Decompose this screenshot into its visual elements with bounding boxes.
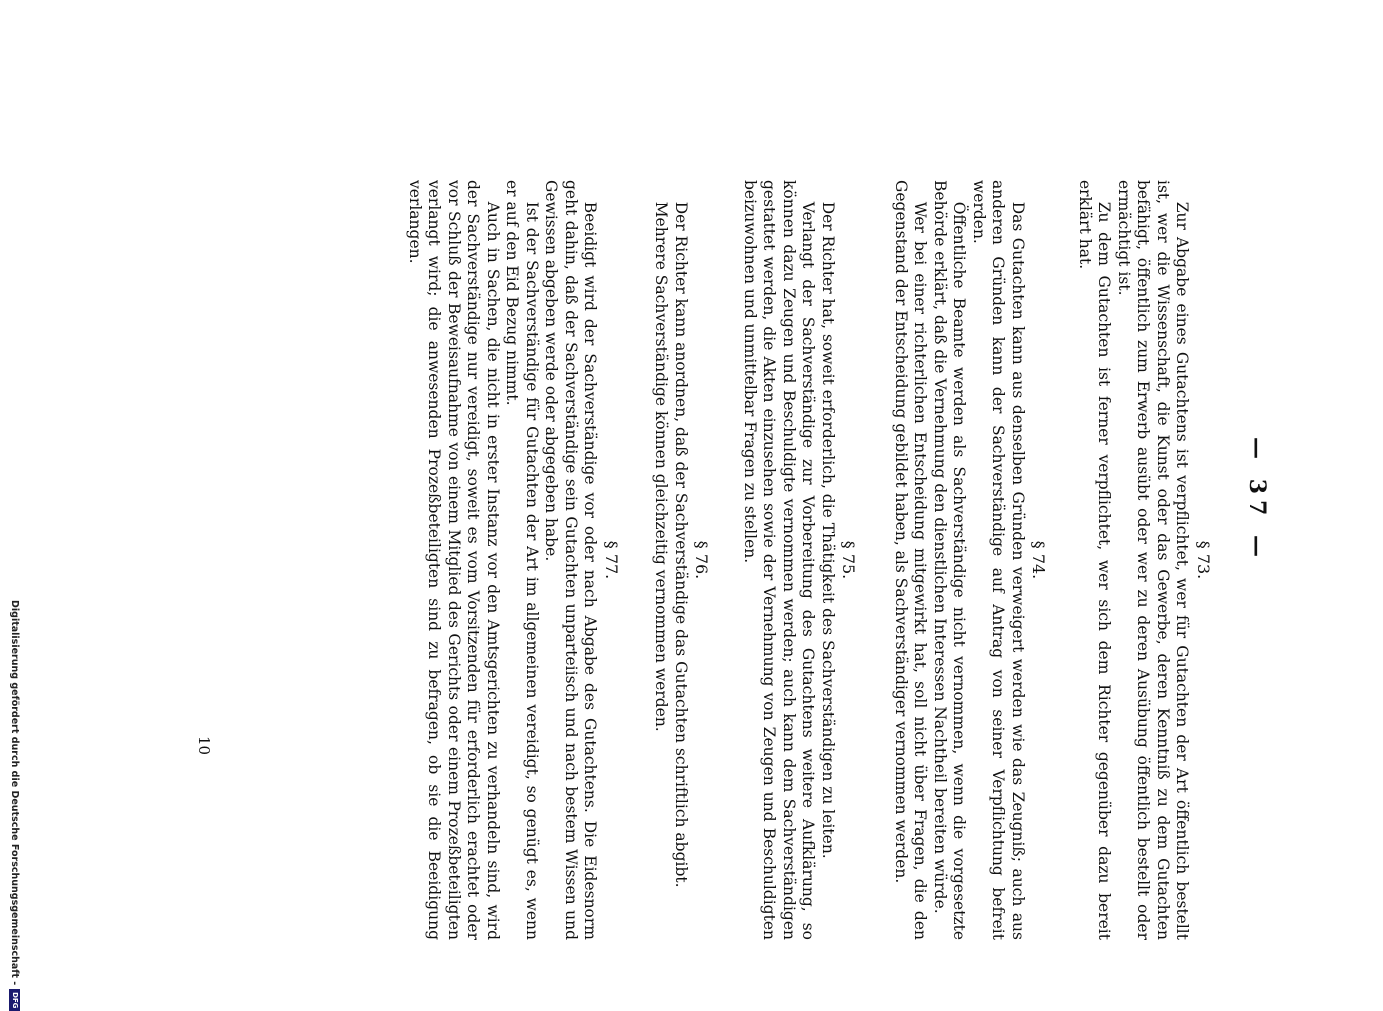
digitization-credit [9,600,20,1009]
paragraph: Wer bei einer richterlichen Entscheidung mitgewirkt hat, soll nicht über Fragen, die den Gegenstand der Entscheidung gebildet haben, als Sachverständiger vernommen werden. [892,180,930,940]
paragraph: Auch in Sachen, die nicht in erster Instanz vor den Amtsgerichten zu verhandeln sind, wird der Sachverständige nur vereidigt, soweit es vom Vorsitzenden für erforderlich erachtet oder vor Schluß der Beweisaufnahme von einem Mitglied des Gerichts oder einem Prozeßbeteiligten verlangt wird; die anwesenden Prozeßbeteiligten sind zu befragen, ob sie die Beeidigung verlangen. [406,180,502,940]
section-heading: § 77. [602,540,621,580]
paragraph: Öffentliche Beamte werden als Sachverständige nicht vernommen, wenn die vorgesetzte Behörde erklärt, daß die Vernehmung den dienstlichen Interessen Nachtheil bereiten würde. [931,180,969,940]
section-77 [405,180,622,940]
credit-text: Digitalisierung gefördert durch die Deutsche Forschungsgemeinschaft - [9,600,20,986]
section-73 [1075,180,1214,940]
page-number-header: — 37 — [1244,437,1270,563]
section-heading: § 76. [692,540,712,580]
paragraph: Der Richter hat, soweit erforderlich, die Thätigkeit des Sachverständigen zu leiten. [819,201,837,859]
paragraph: Verlangt der Sachverständige zur Vorbereitung des Gutachtens weitere Aufklärung, so können dazu Zeugen und Beschuldigte vernommen werden; auch kann dem Sachverständigen gestattet werden, die Akten einzusehen sowie der Vernehmung von Zeugen und Beschuldigten beizuwohnen und unmittelbar Fragen zu stellen. [741,180,818,940]
section-75 [740,180,859,940]
printer-signature: 10 [195,736,213,756]
section-heading: § 73. [1194,540,1213,580]
paragraph: Ist der Sachverständige für Gutachten der Art im allgemeinen vereidigt, so genügt es, wenn er auf den Eid Bezug nimmt. [503,180,541,940]
section-heading: § 75. [839,540,859,580]
section-76 [651,180,712,940]
paragraph: Mehrere Sachverständige können gleichzeitig vernommen werden. [652,201,671,732]
paragraph: Beeidigt wird der Sachverständige vor oder nach Abgabe des Gutachtens. Die Eidesnorm geht dahin, daß der Sachverständige sein Gutachten unparteiisch und nach bestem Wissen und Gewissen abgeben werde oder abgegeben habe. [542,180,600,940]
section-heading: § 74. [1029,540,1049,580]
paragraph: Zu dem Gutachten ist ferner verpflichtet, wer sich dem Richter gegenüber dazu bereit erklärt hat. [1076,180,1114,940]
dfg-logo-icon: DFG [9,989,20,1011]
body-text [405,180,1214,940]
paragraph: Zur Abgabe eines Gutachtens ist verpflichtet, wer für Gutachten der Art öffentlich bestellt ist, wer die Wissenschaft, die Kunst oder das Gewerbe, deren Kenntniß zu dem Gutachten befähigt, öffentlich zum Erwerb ausübt oder wer zu deren Ausübung öffentlich bestellt oder ermächtigt ist. [1115,180,1192,940]
paragraph: Das Gutachten kann aus denselben Gründen verweigert werden wie das Zeugniß; auch aus anderen Gründen kann der Sachverständige auf Antrag von seiner Verpflichtung befreit werden. [970,180,1027,940]
paragraph: Der Richter kann anordnen, daß der Sachverständige das Gutachten schriftlich abgibt. [672,201,690,888]
section-74 [891,180,1049,940]
